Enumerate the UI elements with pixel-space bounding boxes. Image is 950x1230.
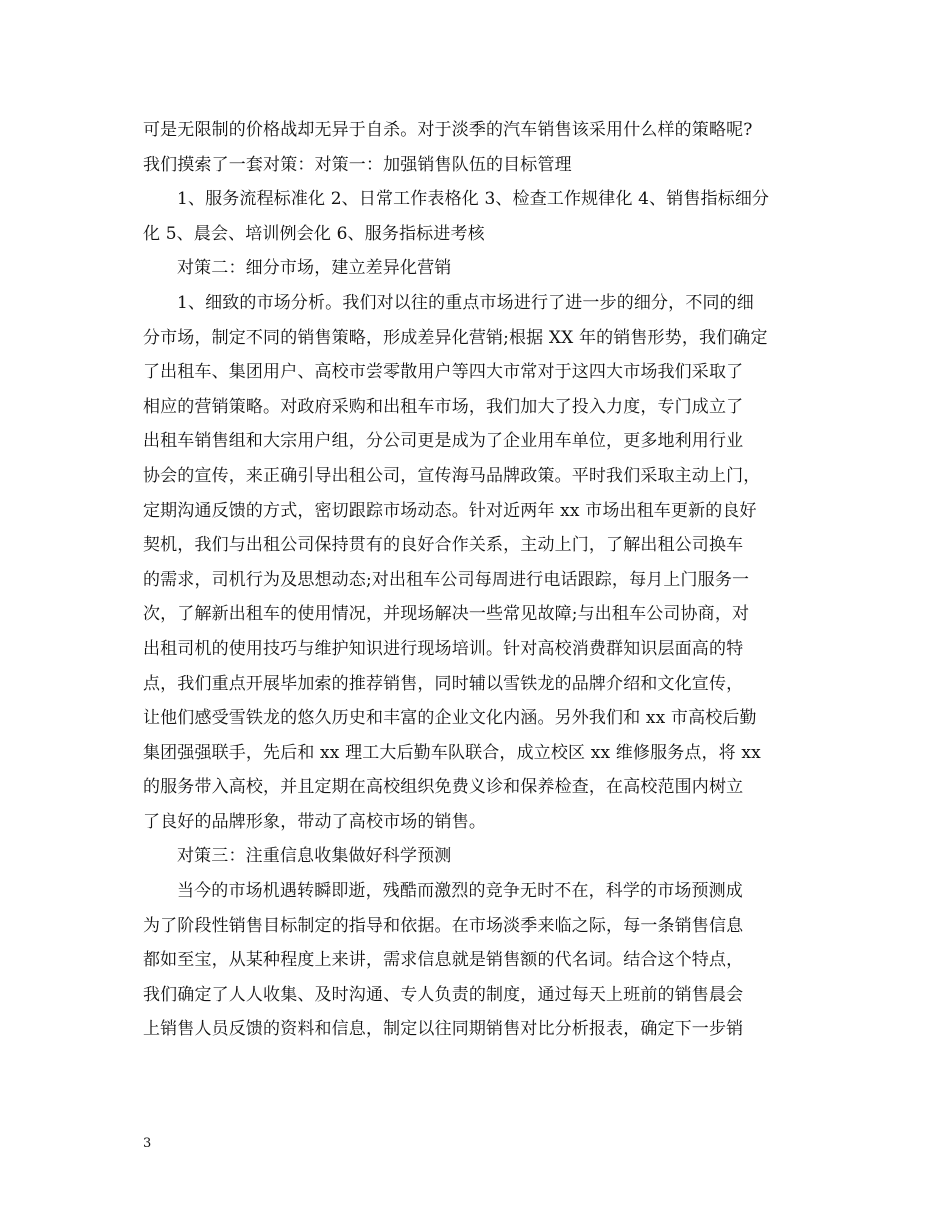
text-line: 我们确定了人人收集、及时沟通、专人负责的制度，通过每天上班前的销售晨会 bbox=[143, 984, 744, 1005]
text-line: 了良好的品牌形象，带动了高校市场的销售。 bbox=[143, 811, 486, 832]
text-line: 都如至宝，从某种程度上来讲，需求信息就是销售额的代名词。结合这个特点， bbox=[143, 950, 744, 971]
text-line: 当今的市场机遇转瞬即逝，残酷而激烈的竞争无时不在，科学的市场预测成 bbox=[177, 881, 743, 902]
text-line: 出租车销售组和大宗用户组，分公司更是成为了企业用车单位，更多地利用行业 bbox=[143, 431, 744, 452]
text-line: 定期沟通反馈的方式，密切跟踪市场动态。针对近两年 xx 市场出租车更新的良好 bbox=[143, 500, 757, 521]
text-line: 的需求，司机行为及思想动态;对出租车公司每周进行电话跟踪，每月上门服务一 bbox=[143, 569, 750, 590]
text-line: 了出租车、集团用户、高校市尝零散用户等四大市常对于这四大市场我们采取了 bbox=[143, 362, 744, 383]
text-line: 的服务带入高校，并且定期在高校组织免费义诊和保养检查，在高校范围内树立 bbox=[143, 777, 744, 798]
page-number: 3 bbox=[143, 1136, 152, 1151]
text-line: 协会的宣传，来正确引导出租公司，宣传海马品牌政策。平时我们采取主动上门， bbox=[143, 465, 761, 486]
text-line: 相应的营销策略。对政府采购和出租车市场，我们加大了投入力度，专门成立了 bbox=[143, 396, 744, 417]
text-line: 让他们感受雪铁龙的悠久历史和丰富的企业文化内涵。另外我们和 xx 市高校后勤 bbox=[143, 708, 757, 729]
text-line: 为了阶段性销售目标制定的指导和依据。在市场淡季来临之际，每一条销售信息 bbox=[143, 915, 744, 936]
document-body bbox=[143, 113, 813, 1047]
text-line: 契机，我们与出租公司保持贯有的良好合作关系，主动上门，了解出租公司换车 bbox=[143, 535, 744, 556]
text-line: 1、细致的市场分析。我们对以往的重点市场进行了进一步的细分，不同的细 bbox=[177, 292, 754, 313]
text-line: 次，了解新出租车的使用情况，并现场解决一些常见故障;与出租车公司协商，对 bbox=[143, 604, 750, 625]
text-line: 化 5、晨会、培训例会化 6、服务指标进考核 bbox=[143, 223, 485, 244]
text-line: 对策二：细分市场，建立差异化营销 bbox=[177, 258, 452, 279]
text-line: 对策三：注重信息收集做好科学预测 bbox=[177, 846, 452, 867]
text-line: 集团强强联手，先后和 xx 理工大后勤车队联合，成立校区 xx 维修服务点，将 xx bbox=[143, 742, 761, 763]
text-line: 出租司机的使用技巧与维护知识进行现场培训。针对高校消费群知识层面高的特 bbox=[143, 638, 744, 659]
text-line: 1、服务流程标准化 2、日常工作表格化 3、检查工作规律化 4、销售指标细分 bbox=[177, 189, 770, 210]
text-line: 分市场，制定不同的销售策略，形成差异化营销;根据 XX 年的销售形势，我们确定 bbox=[143, 327, 768, 348]
text-line: 我们摸索了一套对策：对策一：加强销售队伍的目标管理 bbox=[143, 154, 572, 175]
text-line: 上销售人员反馈的资料和信息，制定以往同期销售对比分析报表，确定下一步销 bbox=[143, 1019, 744, 1040]
text-line: 点，我们重点开展毕加索的推荐销售，同时辅以雪铁龙的品牌介绍和文化宣传， bbox=[143, 673, 744, 694]
text-line: 可是无限制的价格战却无异于自杀。对于淡季的汽车销售该采用什么样的策略呢? bbox=[143, 120, 753, 140]
